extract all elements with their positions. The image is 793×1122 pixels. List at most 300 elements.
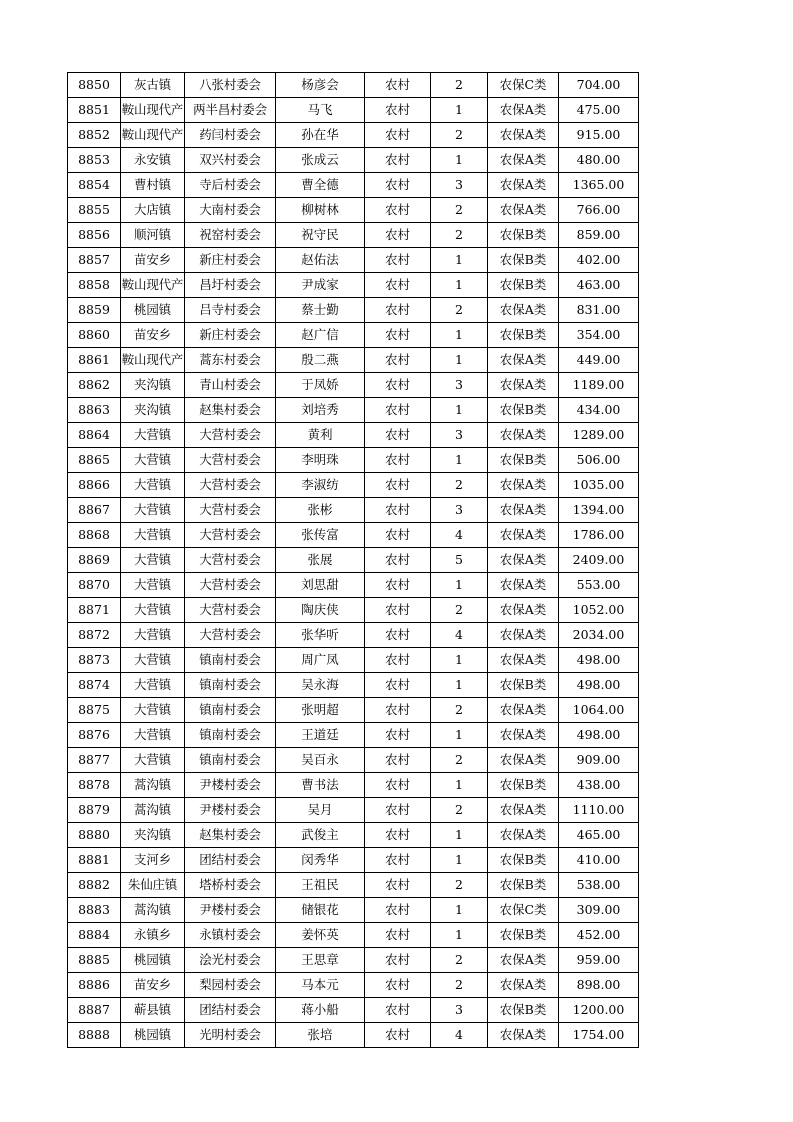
cell-town: 夹沟镇 bbox=[121, 823, 185, 848]
cell-name: 张展 bbox=[276, 548, 365, 573]
cell-town: 曹村镇 bbox=[121, 173, 185, 198]
cell-area-type: 农村 bbox=[365, 673, 431, 698]
table-row bbox=[68, 948, 639, 973]
cell-amount: 538.00 bbox=[559, 873, 639, 898]
cell-serial-no: 8885 bbox=[68, 948, 121, 973]
cell-insurance-class: 农保A类 bbox=[488, 748, 559, 773]
cell-amount: 506.00 bbox=[559, 448, 639, 473]
cell-town: 大营镇 bbox=[121, 648, 185, 673]
table-row bbox=[68, 98, 639, 123]
cell-town: 夹沟镇 bbox=[121, 373, 185, 398]
cell-insurance-class: 农保A类 bbox=[488, 623, 559, 648]
table-row bbox=[68, 698, 639, 723]
cell-area-type: 农村 bbox=[365, 398, 431, 423]
cell-name: 张传富 bbox=[276, 523, 365, 548]
cell-area-type: 农村 bbox=[365, 723, 431, 748]
cell-village-committee: 大营村委会 bbox=[185, 523, 276, 548]
cell-serial-no: 8871 bbox=[68, 598, 121, 623]
cell-name: 吴永海 bbox=[276, 673, 365, 698]
cell-village-committee: 大营村委会 bbox=[185, 548, 276, 573]
cell-village-committee: 团结村委会 bbox=[185, 848, 276, 873]
cell-amount: 959.00 bbox=[559, 948, 639, 973]
table-row bbox=[68, 973, 639, 998]
cell-town: 大营镇 bbox=[121, 548, 185, 573]
cell-amount: 915.00 bbox=[559, 123, 639, 148]
cell-household-size: 1 bbox=[431, 348, 488, 373]
cell-town: 朱仙庄镇 bbox=[121, 873, 185, 898]
cell-amount: 2409.00 bbox=[559, 548, 639, 573]
table-row bbox=[68, 73, 639, 98]
cell-serial-no: 8853 bbox=[68, 148, 121, 173]
cell-household-size: 3 bbox=[431, 498, 488, 523]
cell-town: 苗安乡 bbox=[121, 973, 185, 998]
cell-insurance-class: 农保B类 bbox=[488, 998, 559, 1023]
cell-name: 赵广信 bbox=[276, 323, 365, 348]
cell-village-committee: 尹楼村委会 bbox=[185, 773, 276, 798]
table-row bbox=[68, 773, 639, 798]
table-row bbox=[68, 548, 639, 573]
cell-name: 于凤娇 bbox=[276, 373, 365, 398]
cell-name: 吴月 bbox=[276, 798, 365, 823]
cell-household-size: 3 bbox=[431, 998, 488, 1023]
cell-serial-no: 8863 bbox=[68, 398, 121, 423]
cell-serial-no: 8870 bbox=[68, 573, 121, 598]
table-row bbox=[68, 798, 639, 823]
cell-insurance-class: 农保A类 bbox=[488, 648, 559, 673]
cell-serial-no: 8851 bbox=[68, 98, 121, 123]
cell-insurance-class: 农保B类 bbox=[488, 398, 559, 423]
cell-name: 曹全德 bbox=[276, 173, 365, 198]
cell-area-type: 农村 bbox=[365, 798, 431, 823]
cell-area-type: 农村 bbox=[365, 473, 431, 498]
cell-name: 张华听 bbox=[276, 623, 365, 648]
cell-name: 王祖民 bbox=[276, 873, 365, 898]
cell-household-size: 1 bbox=[431, 673, 488, 698]
cell-insurance-class: 农保B类 bbox=[488, 223, 559, 248]
cell-household-size: 2 bbox=[431, 123, 488, 148]
cell-household-size: 1 bbox=[431, 98, 488, 123]
cell-insurance-class: 农保C类 bbox=[488, 73, 559, 98]
table-row bbox=[68, 998, 639, 1023]
cell-village-committee: 药闫村委会 bbox=[185, 123, 276, 148]
cell-amount: 1786.00 bbox=[559, 523, 639, 548]
cell-household-size: 2 bbox=[431, 73, 488, 98]
cell-household-size: 2 bbox=[431, 748, 488, 773]
cell-village-committee: 祝窑村委会 bbox=[185, 223, 276, 248]
cell-area-type: 农村 bbox=[365, 873, 431, 898]
cell-area-type: 农村 bbox=[365, 148, 431, 173]
cell-town: 大营镇 bbox=[121, 423, 185, 448]
cell-town: 大营镇 bbox=[121, 698, 185, 723]
cell-household-size: 5 bbox=[431, 548, 488, 573]
cell-amount: 553.00 bbox=[559, 573, 639, 598]
cell-amount: 909.00 bbox=[559, 748, 639, 773]
cell-village-committee: 大营村委会 bbox=[185, 598, 276, 623]
cell-town: 大营镇 bbox=[121, 523, 185, 548]
table-row bbox=[68, 198, 639, 223]
table-row bbox=[68, 323, 639, 348]
cell-serial-no: 8855 bbox=[68, 198, 121, 223]
cell-amount: 410.00 bbox=[559, 848, 639, 873]
cell-household-size: 2 bbox=[431, 973, 488, 998]
cell-insurance-class: 农保A类 bbox=[488, 523, 559, 548]
cell-amount: 498.00 bbox=[559, 648, 639, 673]
cell-amount: 1064.00 bbox=[559, 698, 639, 723]
cell-amount: 480.00 bbox=[559, 148, 639, 173]
cell-serial-no: 8850 bbox=[68, 73, 121, 98]
cell-household-size: 1 bbox=[431, 398, 488, 423]
cell-household-size: 4 bbox=[431, 1023, 488, 1048]
cell-amount: 354.00 bbox=[559, 323, 639, 348]
table-row bbox=[68, 898, 639, 923]
cell-village-committee: 梨园村委会 bbox=[185, 973, 276, 998]
cell-amount: 309.00 bbox=[559, 898, 639, 923]
table-row bbox=[68, 748, 639, 773]
cell-area-type: 农村 bbox=[365, 223, 431, 248]
table-row bbox=[68, 673, 639, 698]
cell-area-type: 农村 bbox=[365, 748, 431, 773]
cell-amount: 475.00 bbox=[559, 98, 639, 123]
cell-serial-no: 8862 bbox=[68, 373, 121, 398]
table-row bbox=[68, 723, 639, 748]
cell-village-committee: 镇南村委会 bbox=[185, 723, 276, 748]
cell-serial-no: 8869 bbox=[68, 548, 121, 573]
table-row bbox=[68, 148, 639, 173]
cell-insurance-class: 农保A类 bbox=[488, 423, 559, 448]
cell-village-committee: 八张村委会 bbox=[185, 73, 276, 98]
table-row bbox=[68, 348, 639, 373]
cell-serial-no: 8852 bbox=[68, 123, 121, 148]
cell-insurance-class: 农保B类 bbox=[488, 873, 559, 898]
cell-household-size: 2 bbox=[431, 598, 488, 623]
cell-name: 柳树林 bbox=[276, 198, 365, 223]
cell-town: 鞍山现代产 bbox=[121, 348, 185, 373]
cell-town: 夹沟镇 bbox=[121, 398, 185, 423]
cell-household-size: 2 bbox=[431, 798, 488, 823]
cell-serial-no: 8882 bbox=[68, 873, 121, 898]
cell-serial-no: 8860 bbox=[68, 323, 121, 348]
cell-village-committee: 塔桥村委会 bbox=[185, 873, 276, 898]
cell-name: 殷二燕 bbox=[276, 348, 365, 373]
table-row bbox=[68, 648, 639, 673]
cell-household-size: 3 bbox=[431, 373, 488, 398]
cell-household-size: 1 bbox=[431, 823, 488, 848]
cell-area-type: 农村 bbox=[365, 348, 431, 373]
cell-town: 永安镇 bbox=[121, 148, 185, 173]
cell-town: 蒿沟镇 bbox=[121, 898, 185, 923]
cell-area-type: 农村 bbox=[365, 623, 431, 648]
table-row bbox=[68, 623, 639, 648]
cell-village-committee: 镇南村委会 bbox=[185, 673, 276, 698]
cell-insurance-class: 农保A类 bbox=[488, 973, 559, 998]
cell-insurance-class: 农保B类 bbox=[488, 923, 559, 948]
table-row bbox=[68, 873, 639, 898]
cell-village-committee: 赵集村委会 bbox=[185, 823, 276, 848]
cell-town: 苗安乡 bbox=[121, 323, 185, 348]
cell-name: 张成云 bbox=[276, 148, 365, 173]
cell-village-committee: 团结村委会 bbox=[185, 998, 276, 1023]
cell-village-committee: 镇南村委会 bbox=[185, 648, 276, 673]
cell-insurance-class: 农保A类 bbox=[488, 1023, 559, 1048]
cell-household-size: 1 bbox=[431, 323, 488, 348]
cell-insurance-class: 农保A类 bbox=[488, 348, 559, 373]
cell-village-committee: 新庄村委会 bbox=[185, 323, 276, 348]
cell-area-type: 农村 bbox=[365, 973, 431, 998]
cell-serial-no: 8854 bbox=[68, 173, 121, 198]
cell-town: 永镇乡 bbox=[121, 923, 185, 948]
cell-insurance-class: 农保B类 bbox=[488, 848, 559, 873]
cell-household-size: 1 bbox=[431, 923, 488, 948]
cell-area-type: 农村 bbox=[365, 698, 431, 723]
cell-area-type: 农村 bbox=[365, 898, 431, 923]
cell-area-type: 农村 bbox=[365, 198, 431, 223]
cell-serial-no: 8875 bbox=[68, 698, 121, 723]
cell-insurance-class: 农保A类 bbox=[488, 598, 559, 623]
cell-amount: 1189.00 bbox=[559, 373, 639, 398]
cell-serial-no: 8868 bbox=[68, 523, 121, 548]
cell-serial-no: 8879 bbox=[68, 798, 121, 823]
cell-village-committee: 寺后村委会 bbox=[185, 173, 276, 198]
cell-serial-no: 8886 bbox=[68, 973, 121, 998]
cell-name: 曹书法 bbox=[276, 773, 365, 798]
cell-serial-no: 8876 bbox=[68, 723, 121, 748]
cell-village-committee: 尹楼村委会 bbox=[185, 798, 276, 823]
cell-serial-no: 8878 bbox=[68, 773, 121, 798]
table-row bbox=[68, 848, 639, 873]
cell-insurance-class: 农保A类 bbox=[488, 473, 559, 498]
cell-name: 马本元 bbox=[276, 973, 365, 998]
cell-name: 李淑纺 bbox=[276, 473, 365, 498]
cell-town: 大营镇 bbox=[121, 748, 185, 773]
table-row bbox=[68, 223, 639, 248]
cell-village-committee: 新庄村委会 bbox=[185, 248, 276, 273]
table-row bbox=[68, 1023, 639, 1048]
cell-name: 姜怀英 bbox=[276, 923, 365, 948]
cell-name: 李明珠 bbox=[276, 448, 365, 473]
cell-amount: 465.00 bbox=[559, 823, 639, 848]
cell-insurance-class: 农保A类 bbox=[488, 723, 559, 748]
cell-amount: 766.00 bbox=[559, 198, 639, 223]
cell-town: 苗安乡 bbox=[121, 248, 185, 273]
cell-insurance-class: 农保A类 bbox=[488, 198, 559, 223]
cell-area-type: 农村 bbox=[365, 123, 431, 148]
cell-serial-no: 8874 bbox=[68, 673, 121, 698]
cell-amount: 434.00 bbox=[559, 398, 639, 423]
cell-village-committee: 大营村委会 bbox=[185, 423, 276, 448]
cell-household-size: 1 bbox=[431, 898, 488, 923]
cell-town: 桃园镇 bbox=[121, 948, 185, 973]
cell-area-type: 农村 bbox=[365, 548, 431, 573]
cell-town: 蒿沟镇 bbox=[121, 773, 185, 798]
cell-household-size: 2 bbox=[431, 948, 488, 973]
cell-amount: 452.00 bbox=[559, 923, 639, 948]
cell-household-size: 3 bbox=[431, 173, 488, 198]
cell-name: 黄利 bbox=[276, 423, 365, 448]
cell-serial-no: 8861 bbox=[68, 348, 121, 373]
cell-insurance-class: 农保A类 bbox=[488, 98, 559, 123]
cell-amount: 2034.00 bbox=[559, 623, 639, 648]
cell-name: 刘思甜 bbox=[276, 573, 365, 598]
cell-amount: 704.00 bbox=[559, 73, 639, 98]
cell-town: 蕲县镇 bbox=[121, 998, 185, 1023]
table-row bbox=[68, 598, 639, 623]
cell-household-size: 1 bbox=[431, 248, 488, 273]
cell-town: 蒿沟镇 bbox=[121, 798, 185, 823]
cell-town: 大营镇 bbox=[121, 673, 185, 698]
cell-household-size: 2 bbox=[431, 223, 488, 248]
cell-village-committee: 大营村委会 bbox=[185, 498, 276, 523]
cell-insurance-class: 农保A类 bbox=[488, 148, 559, 173]
cell-serial-no: 8884 bbox=[68, 923, 121, 948]
cell-insurance-class: 农保A类 bbox=[488, 123, 559, 148]
cell-town: 鞍山现代产 bbox=[121, 273, 185, 298]
cell-household-size: 4 bbox=[431, 623, 488, 648]
cell-insurance-class: 农保A类 bbox=[488, 573, 559, 598]
cell-town: 大营镇 bbox=[121, 598, 185, 623]
cell-amount: 1052.00 bbox=[559, 598, 639, 623]
cell-village-committee: 镇南村委会 bbox=[185, 748, 276, 773]
cell-amount: 402.00 bbox=[559, 248, 639, 273]
table-row bbox=[68, 398, 639, 423]
cell-amount: 438.00 bbox=[559, 773, 639, 798]
cell-area-type: 农村 bbox=[365, 948, 431, 973]
cell-serial-no: 8864 bbox=[68, 423, 121, 448]
cell-insurance-class: 农保A类 bbox=[488, 548, 559, 573]
table-row bbox=[68, 573, 639, 598]
cell-household-size: 2 bbox=[431, 198, 488, 223]
cell-town: 大营镇 bbox=[121, 473, 185, 498]
cell-area-type: 农村 bbox=[365, 298, 431, 323]
cell-village-committee: 大南村委会 bbox=[185, 198, 276, 223]
cell-name: 储银花 bbox=[276, 898, 365, 923]
cell-household-size: 2 bbox=[431, 298, 488, 323]
cell-serial-no: 8865 bbox=[68, 448, 121, 473]
cell-name: 张彬 bbox=[276, 498, 365, 523]
cell-town: 大店镇 bbox=[121, 198, 185, 223]
cell-serial-no: 8872 bbox=[68, 623, 121, 648]
cell-amount: 1035.00 bbox=[559, 473, 639, 498]
cell-insurance-class: 农保B类 bbox=[488, 273, 559, 298]
cell-serial-no: 8873 bbox=[68, 648, 121, 673]
cell-area-type: 农村 bbox=[365, 498, 431, 523]
cell-town: 桃园镇 bbox=[121, 298, 185, 323]
cell-area-type: 农村 bbox=[365, 923, 431, 948]
cell-village-committee: 双兴村委会 bbox=[185, 148, 276, 173]
cell-insurance-class: 农保A类 bbox=[488, 948, 559, 973]
cell-area-type: 农村 bbox=[365, 323, 431, 348]
cell-household-size: 1 bbox=[431, 773, 488, 798]
table-row bbox=[68, 448, 639, 473]
cell-name: 蒋小船 bbox=[276, 998, 365, 1023]
cell-name: 杨彦会 bbox=[276, 73, 365, 98]
cell-insurance-class: 农保A类 bbox=[488, 698, 559, 723]
cell-serial-no: 8857 bbox=[68, 248, 121, 273]
cell-amount: 1200.00 bbox=[559, 998, 639, 1023]
cell-area-type: 农村 bbox=[365, 248, 431, 273]
cell-amount: 898.00 bbox=[559, 973, 639, 998]
cell-town: 灰古镇 bbox=[121, 73, 185, 98]
cell-insurance-class: 农保B类 bbox=[488, 248, 559, 273]
cell-name: 武俊主 bbox=[276, 823, 365, 848]
cell-village-committee: 光明村委会 bbox=[185, 1023, 276, 1048]
cell-name: 刘培秀 bbox=[276, 398, 365, 423]
cell-name: 祝守民 bbox=[276, 223, 365, 248]
cell-name: 赵佑法 bbox=[276, 248, 365, 273]
cell-insurance-class: 农保A类 bbox=[488, 498, 559, 523]
cell-household-size: 1 bbox=[431, 448, 488, 473]
table-row bbox=[68, 923, 639, 948]
cell-household-size: 3 bbox=[431, 423, 488, 448]
cell-name: 王道廷 bbox=[276, 723, 365, 748]
cell-village-committee: 赵集村委会 bbox=[185, 398, 276, 423]
table-row bbox=[68, 273, 639, 298]
cell-town: 鞍山现代产 bbox=[121, 123, 185, 148]
table-body bbox=[68, 73, 639, 1048]
cell-serial-no: 8858 bbox=[68, 273, 121, 298]
cell-name: 尹成家 bbox=[276, 273, 365, 298]
cell-name: 周广凤 bbox=[276, 648, 365, 673]
cell-village-committee: 吕寺村委会 bbox=[185, 298, 276, 323]
cell-village-committee: 大营村委会 bbox=[185, 623, 276, 648]
cell-area-type: 农村 bbox=[365, 1023, 431, 1048]
cell-serial-no: 8881 bbox=[68, 848, 121, 873]
cell-serial-no: 8867 bbox=[68, 498, 121, 523]
cell-area-type: 农村 bbox=[365, 773, 431, 798]
cell-amount: 831.00 bbox=[559, 298, 639, 323]
cell-village-committee: 蒿东村委会 bbox=[185, 348, 276, 373]
table-row bbox=[68, 248, 639, 273]
cell-serial-no: 8880 bbox=[68, 823, 121, 848]
table-row bbox=[68, 473, 639, 498]
cell-name: 闵秀华 bbox=[276, 848, 365, 873]
cell-amount: 1110.00 bbox=[559, 798, 639, 823]
cell-household-size: 1 bbox=[431, 273, 488, 298]
cell-insurance-class: 农保B类 bbox=[488, 673, 559, 698]
cell-area-type: 农村 bbox=[365, 273, 431, 298]
cell-area-type: 农村 bbox=[365, 823, 431, 848]
cell-village-committee: 青山村委会 bbox=[185, 373, 276, 398]
cell-town: 桃园镇 bbox=[121, 1023, 185, 1048]
cell-serial-no: 8887 bbox=[68, 998, 121, 1023]
cell-area-type: 农村 bbox=[365, 448, 431, 473]
cell-household-size: 1 bbox=[431, 648, 488, 673]
cell-insurance-class: 农保A类 bbox=[488, 373, 559, 398]
cell-name: 陶庆侠 bbox=[276, 598, 365, 623]
cell-town: 支河乡 bbox=[121, 848, 185, 873]
table-row bbox=[68, 298, 639, 323]
cell-amount: 859.00 bbox=[559, 223, 639, 248]
table-row bbox=[68, 173, 639, 198]
cell-household-size: 1 bbox=[431, 848, 488, 873]
cell-area-type: 农村 bbox=[365, 173, 431, 198]
table-row bbox=[68, 523, 639, 548]
cell-serial-no: 8888 bbox=[68, 1023, 121, 1048]
cell-name: 吴百永 bbox=[276, 748, 365, 773]
cell-insurance-class: 农保A类 bbox=[488, 173, 559, 198]
cell-area-type: 农村 bbox=[365, 523, 431, 548]
cell-name: 蔡士勤 bbox=[276, 298, 365, 323]
cell-insurance-class: 农保A类 bbox=[488, 298, 559, 323]
cell-town: 大营镇 bbox=[121, 448, 185, 473]
cell-area-type: 农村 bbox=[365, 648, 431, 673]
table-row bbox=[68, 423, 639, 448]
cell-serial-no: 8856 bbox=[68, 223, 121, 248]
cell-household-size: 2 bbox=[431, 873, 488, 898]
cell-town: 鞍山现代产 bbox=[121, 98, 185, 123]
cell-village-committee: 两半昌村委会 bbox=[185, 98, 276, 123]
cell-area-type: 农村 bbox=[365, 573, 431, 598]
cell-household-size: 4 bbox=[431, 523, 488, 548]
